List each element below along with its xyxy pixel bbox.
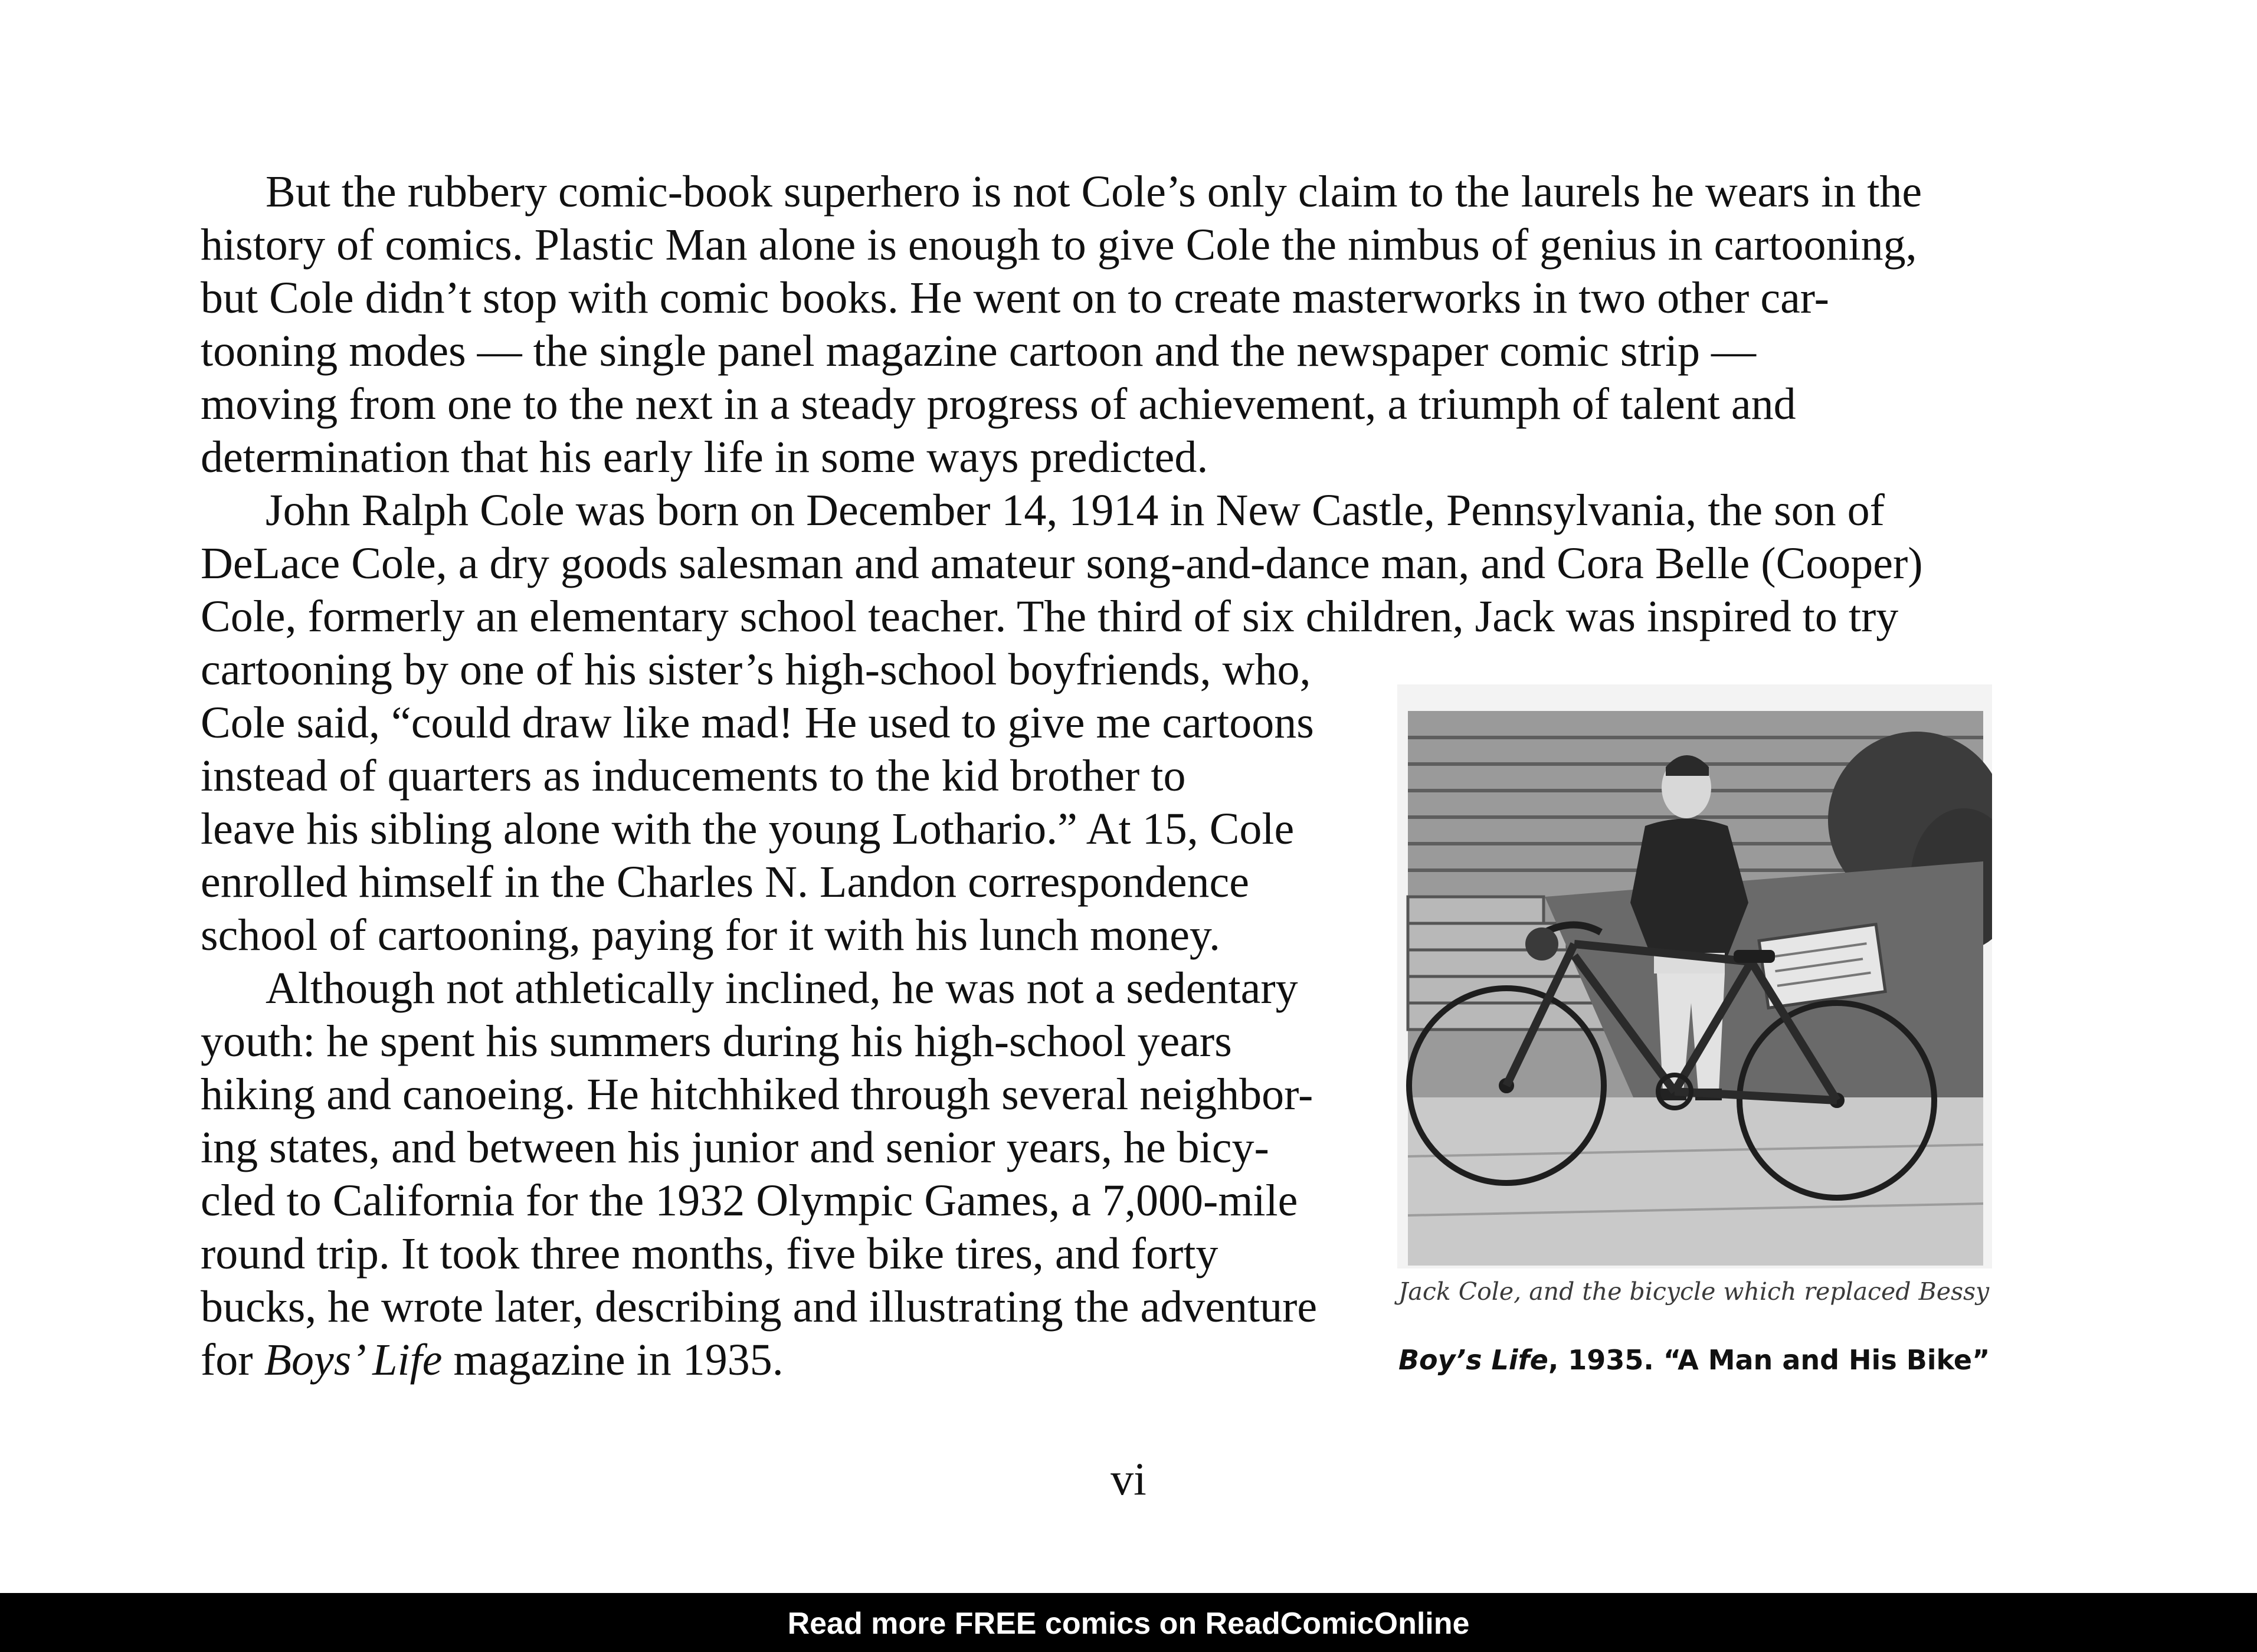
text-line: but Cole didn’t stop with comic books. He went on to create masterworks in two other car- (201, 273, 1829, 323)
text-line: enrolled himself in the Charles N. Landon correspondence (201, 857, 1249, 907)
text-line: round trip. It took three months, five bike tires, and forty (201, 1229, 1218, 1279)
photo-jack-cole-with-bicycle (1397, 684, 1992, 1268)
text-line: Cole, formerly an elementary school teacher. The third of six children, Jack was inspired to try (201, 592, 1899, 641)
text-line: youth: he spent his summers during his high-school years (201, 1017, 1232, 1066)
text-fragment: for (201, 1335, 264, 1385)
text-line: Cole said, “could draw like mad! He used to give me cartoons (201, 698, 1314, 748)
photo-handwritten-caption: Jack Cole, and the bicycle which replaced Bessy (1398, 1277, 1990, 1306)
text-line-with-magazine-title (201, 1333, 1317, 1386)
paragraph-bicycle-trip (201, 962, 1317, 1386)
footer-banner (0, 1593, 2257, 1652)
text-line: history of comics. Plastic Man alone is enough to give Cole the nimbus of genius in cartooning, (201, 220, 1917, 270)
text-line: DeLace Cole, a dry goods salesman and amateur song-and-dance man, and Cora Belle (Cooper) (201, 539, 1923, 588)
paragraph-plastic-man (201, 165, 1922, 484)
text-line: moving from one to the next in a steady progress of achievement, a triumph of talent and (201, 379, 1796, 429)
text-line: cled to California for the 1932 Olympic Games, a 7,000-mile (201, 1176, 1298, 1225)
read-more-link[interactable]: Read more FREE comics on ReadComicOnline (787, 1607, 1470, 1641)
text-line: John Ralph Cole was born on December 14, 1914 in New Castle, Pennsylvania, the son of (266, 486, 1885, 535)
text-line: But the rubbery comic-book superhero is not Cole’s only claim to the laurels he wears in the (266, 167, 1922, 217)
text-line: hiking and canoeing. He hitchhiked through several neighbor- (201, 1070, 1313, 1119)
text-line: instead of quarters as inducements to the kid brother to (201, 751, 1186, 801)
caption-magazine-title: Boy’s Life (1398, 1344, 1548, 1376)
text-line: leave his sibling alone with the young Lothario.” At 15, Cole (201, 804, 1295, 854)
text-fragment: magazine in 1935. (442, 1335, 784, 1385)
caption-text: , 1935. “A Man and His Bike” (1548, 1344, 1990, 1376)
text-line: bucks, he wrote later, describing and illustrating the adventure (201, 1282, 1318, 1332)
text-line: school of cartooning, paying for it with his lunch money. (201, 910, 1220, 960)
text-line: cartooning by one of his sister’s high-school boyfriends, who, (201, 645, 1311, 694)
text-line: ing states, and between his junior and senior years, he bicy- (201, 1123, 1269, 1172)
page-number: vi (1111, 1453, 1146, 1504)
text-line: determination that his early life in some ways predicted. (201, 432, 1208, 482)
text-line: tooning modes — the single panel magazine cartoon and the newspaper comic strip — (201, 326, 1757, 376)
text-line: Although not athletically inclined, he was not a sedentary (266, 963, 1298, 1013)
magazine-title: Boys’ Life (264, 1335, 443, 1385)
figure-caption (1398, 1344, 1990, 1376)
